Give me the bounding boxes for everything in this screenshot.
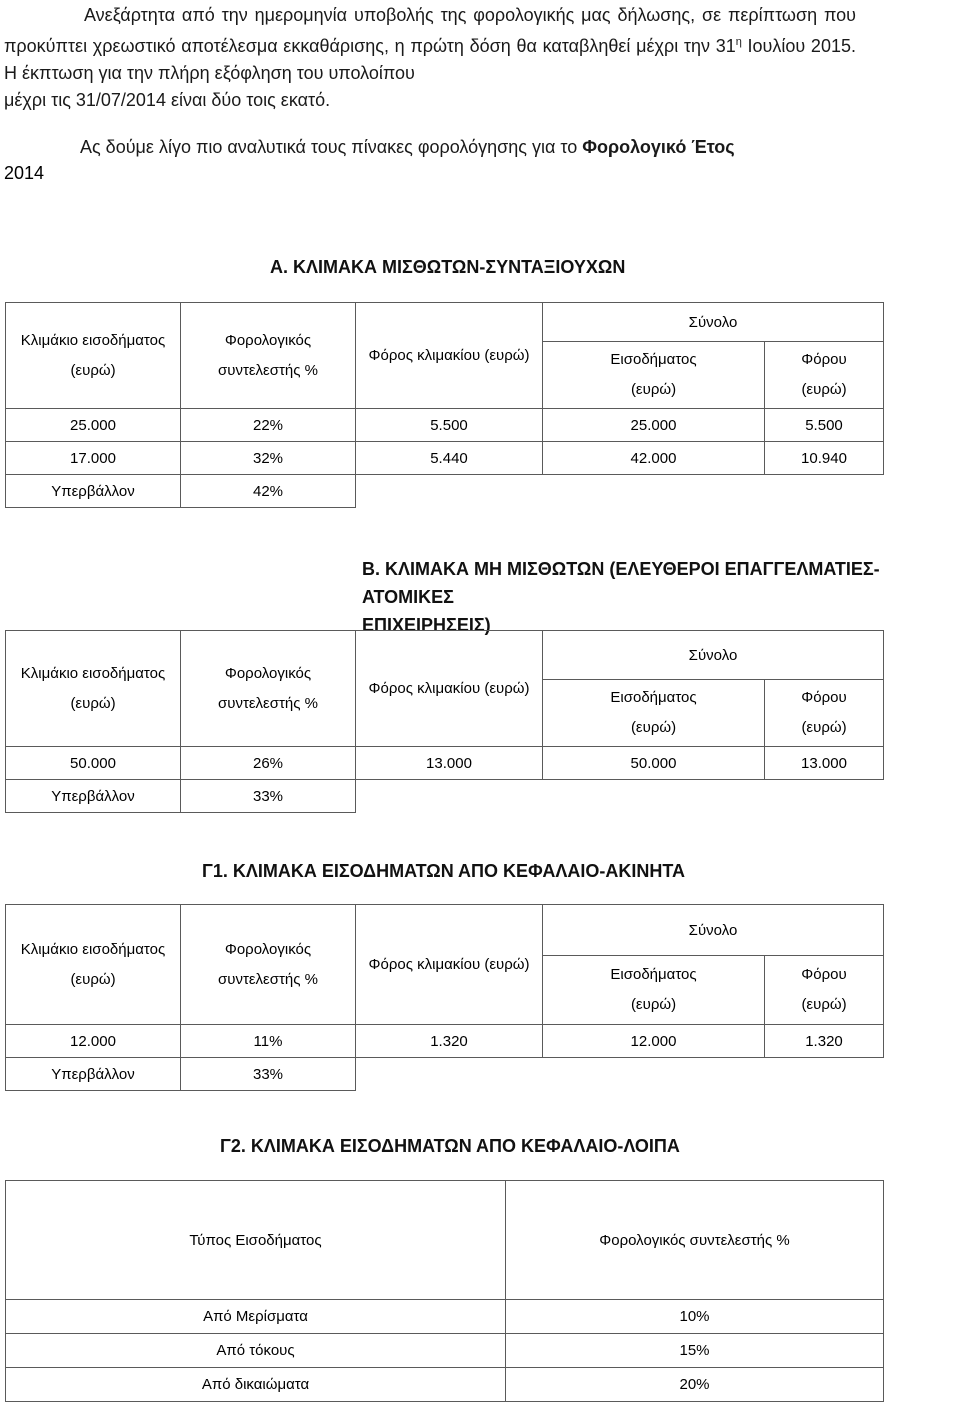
table-row: Από τόκους 15% [6, 1334, 884, 1368]
header-bracket-tax: Φόρος κλιμακίου (ευρώ) [356, 631, 543, 747]
table-a-title: Α. ΚΛΙΜΑΚΑ ΜΙΣΘΩΤΩΝ-ΣΥΝΤΑΞΙΟΥΧΩΝ [270, 257, 626, 277]
table-row: Από δικαιώματα 20% [6, 1368, 884, 1402]
table-row: Από Μερίσματα 10% [6, 1300, 884, 1334]
intro2-text: Ας δούμε λίγο πιο αναλυτικά τους πίνακες φορολόγησης για το [80, 137, 583, 157]
header-rate: Φορολογικός συντελεστής % [506, 1181, 884, 1300]
table-g2-title: Γ2. ΚΛΙΜΑΚΑ ΕΙΣΟΔΗΜΑΤΩΝ ΑΠΟ ΚΕΦΑΛΑΙΟ-ΛΟΙΠΑ [220, 1136, 680, 1156]
year-label: 2014 [4, 163, 45, 183]
header-tax: Φόρου (ευρώ) [765, 956, 884, 1025]
header-income: Εισοδήματος (ευρώ) [543, 342, 765, 409]
intro-paragraph [4, 2, 856, 114]
table-row: Υπερβάλλον 42% [6, 475, 884, 508]
header-rate: Φορολογικός συντελεστής % [181, 303, 356, 409]
intro-text-last: μέχρι τις 31/07/2014 είναι δύο τοις εκατό. [4, 90, 331, 110]
table-row: 17.000 32% 5.440 42.000 10.940 [6, 442, 884, 475]
table-row: Υπερβάλλον 33% [6, 780, 884, 813]
table-g1-title: Γ1. ΚΛΙΜΑΚΑ ΕΙΣΟΔΗΜΑΤΩΝ ΑΠΟ ΚΕΦΑΛΑΙΟ-ΑΚΙΝΗΤΑ [202, 861, 685, 881]
header-bracket-tax: Φόρος κλιμακίου (ευρώ) [356, 905, 543, 1025]
header-total: Σύνολο [543, 905, 884, 956]
header-income: Εισοδήματος (ευρώ) [543, 956, 765, 1025]
table-row: 25.000 22% 5.500 25.000 5.500 [6, 409, 884, 442]
header-rate: Φορολογικός συντελεστής % [181, 631, 356, 747]
table-a [5, 302, 884, 508]
table-b [5, 630, 884, 813]
table-row: 50.000 26% 13.000 50.000 13.000 [6, 747, 884, 780]
header-bracket: Κλιμάκιο εισοδήματος (ευρώ) [6, 303, 181, 409]
intro2-bold: Φορολογικό Έτος [582, 137, 735, 157]
intro-text-rest: Ιουλίου 2015. Η έκπτωση για την πλήρη εξόφληση του υπολοίπου [4, 36, 856, 83]
table-g1 [5, 904, 884, 1091]
header-income-type: Τύπος Εισοδήματος [6, 1181, 506, 1300]
header-rate: Φορολογικός συντελεστής % [181, 905, 356, 1025]
header-tax: Φόρου (ευρώ) [765, 342, 884, 409]
header-income: Εισοδήματος (ευρώ) [543, 680, 765, 747]
header-total: Σύνολο [543, 303, 884, 342]
table-b-title: Β. ΚΛΙΜΑΚΑ ΜΗ ΜΙΣΘΩΤΩΝ (ΕΛΕΥΘΕΡΟΙ ΕΠΑΓΓΕΛΜΑΤΙΕΣ-ΑΤΟΜΙΚΕΣ ΕΠΙΧΕΙΡΗΣΕΙΣ) [362, 559, 880, 635]
table-g2 [5, 1180, 884, 1402]
header-bracket: Κλιμάκιο εισοδήματος (ευρώ) [6, 905, 181, 1025]
header-total: Σύνολο [543, 631, 884, 680]
intro-paragraph-2 [80, 134, 880, 161]
header-tax: Φόρου (ευρώ) [765, 680, 884, 747]
header-bracket-tax: Φόρος κλιμακίου (ευρώ) [356, 303, 543, 409]
table-row: 12.000 11% 1.320 12.000 1.320 [6, 1025, 884, 1058]
intro-text: Ανεξάρτητα από την ημερομηνία υποβολής της φορολογικής μας δήλωσης, σε περίπτωση που προκύπτει χρεωστικό αποτέλεσμα εκκαθάρισης, η πρώτη δόση θα καταβληθεί μέχρι την 31 [4, 5, 856, 56]
table-row: Υπερβάλλον 33% [6, 1058, 884, 1091]
header-bracket: Κλιμάκιο εισοδήματος (ευρώ) [6, 631, 181, 747]
superscript: η [735, 36, 742, 48]
